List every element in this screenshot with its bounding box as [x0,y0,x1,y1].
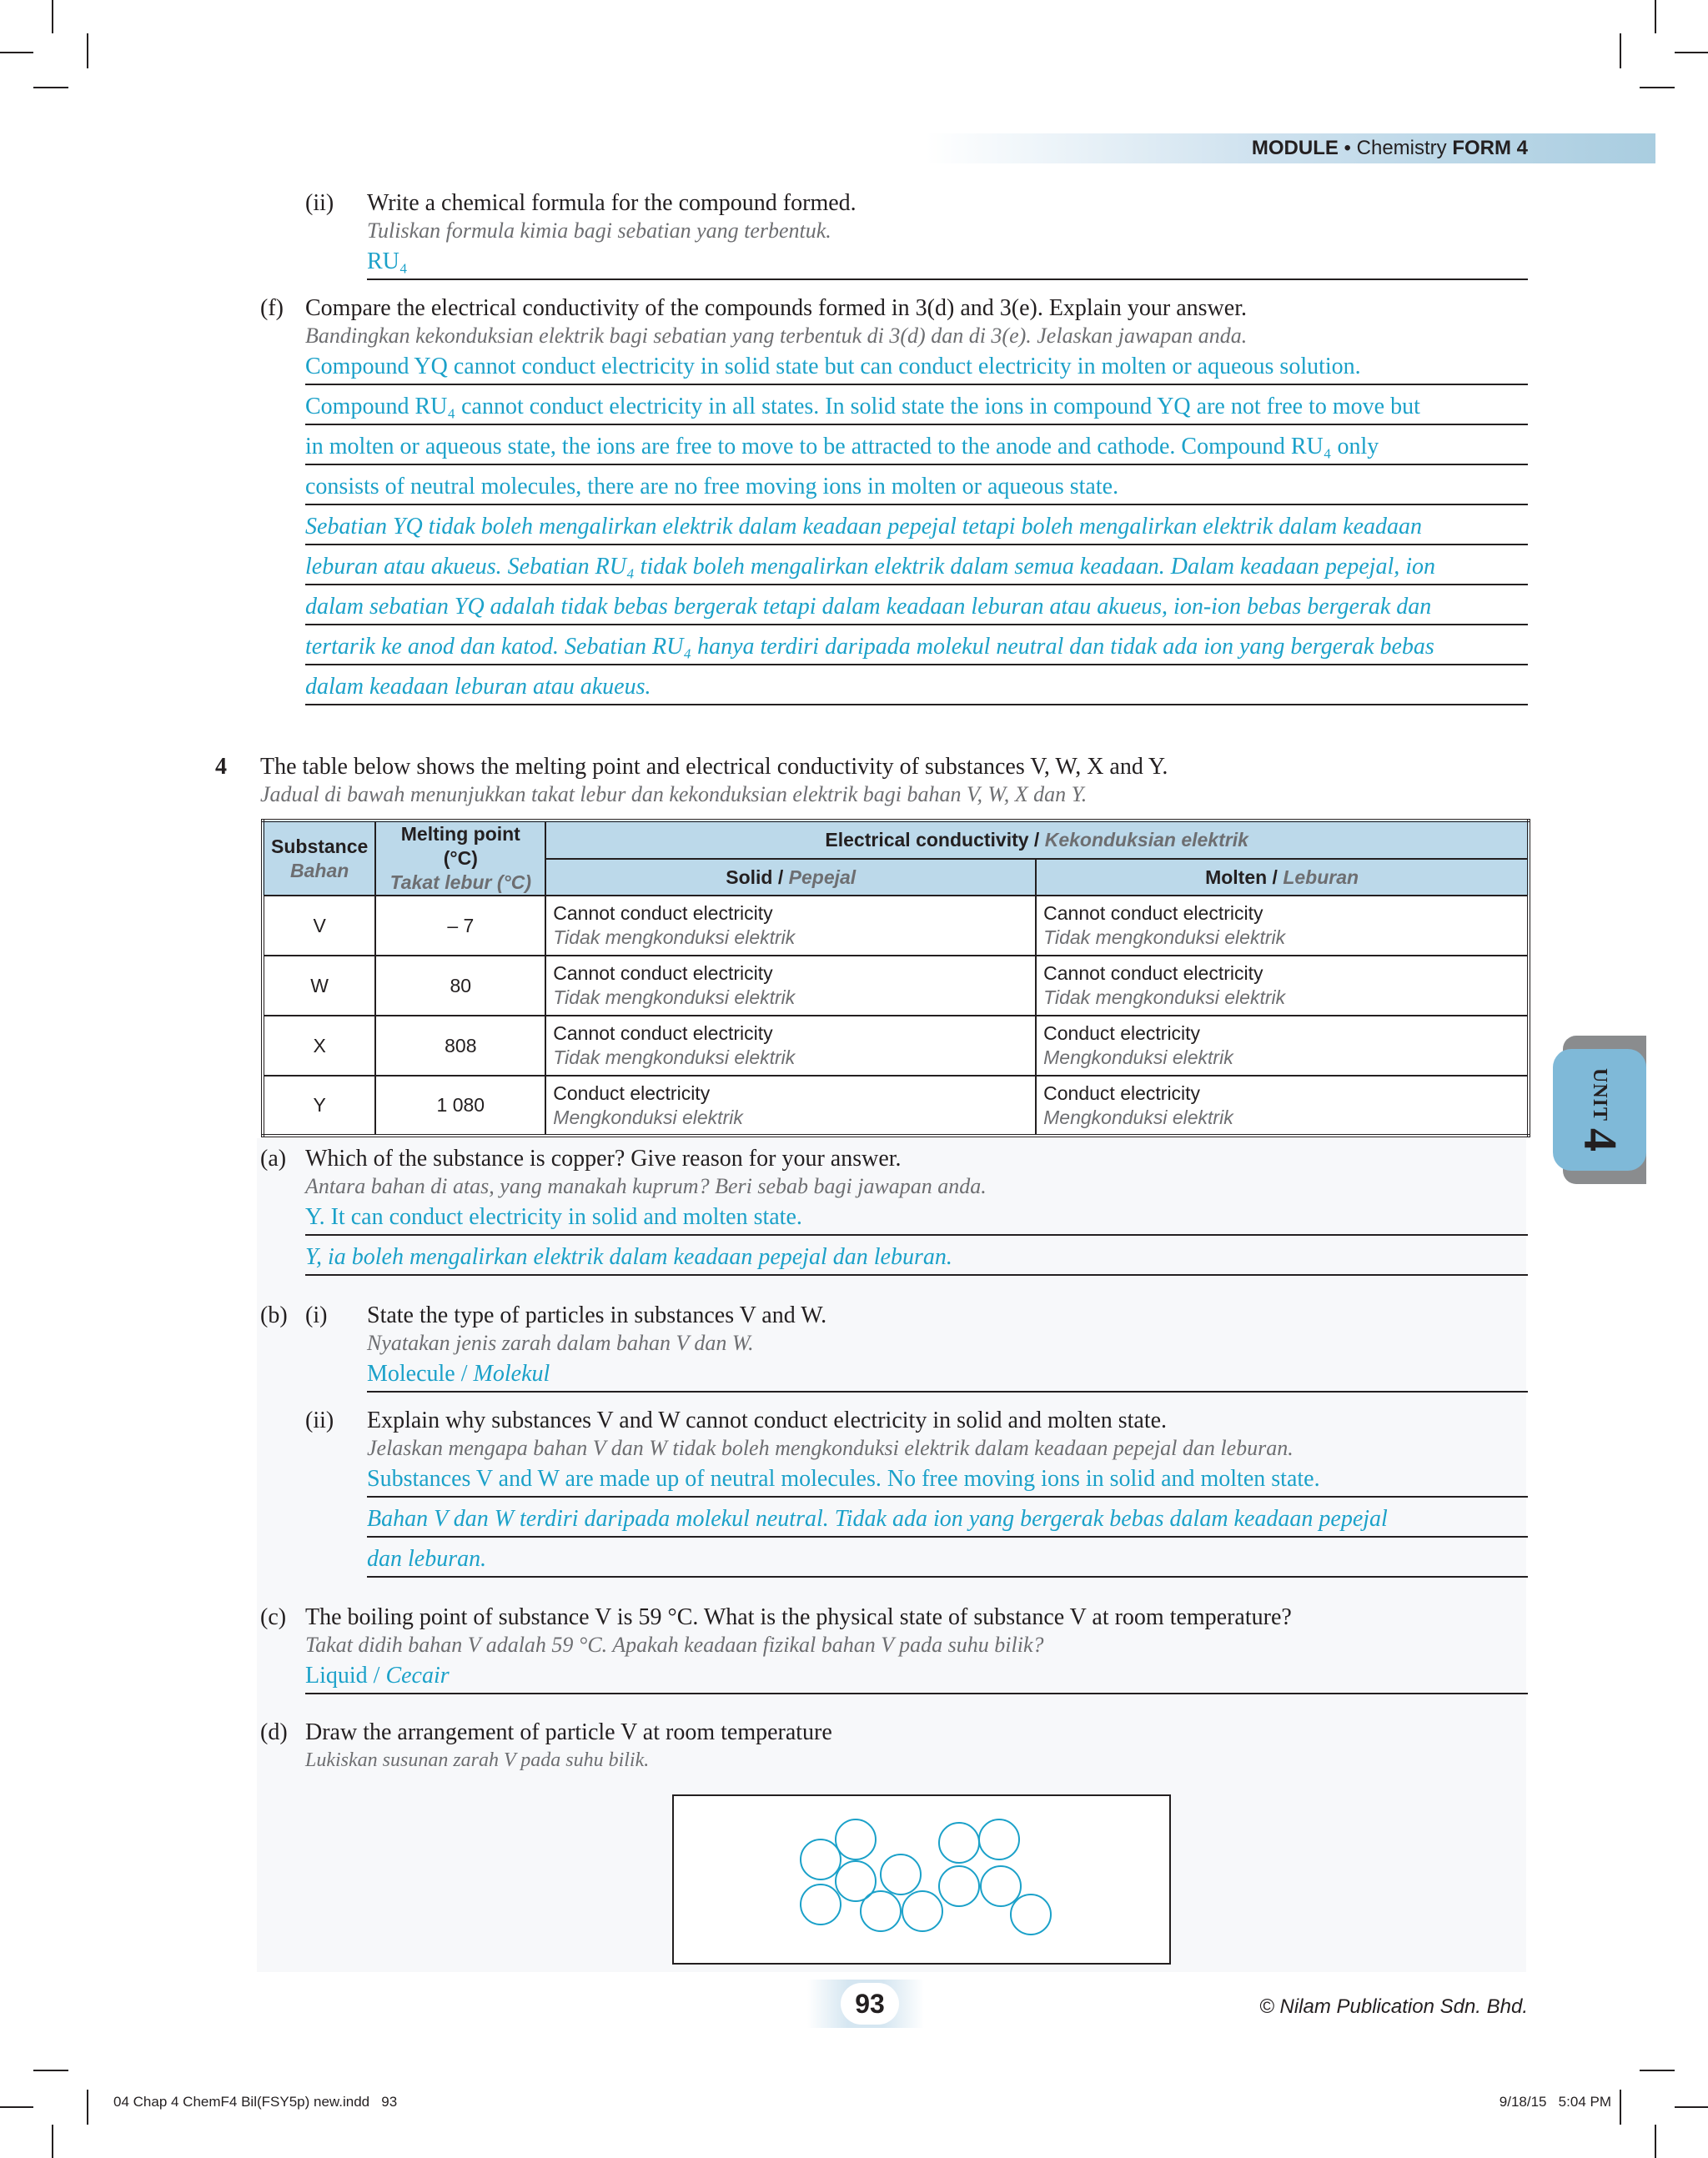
particle [979,1819,1019,1859]
page-number: 93 [841,1983,899,2025]
particle [801,1839,841,1879]
cell-substance: X [263,1016,375,1076]
particle [881,1854,921,1895]
q4a-answer: Y. It can conduct electricity in solid and molten state. [305,1201,1528,1236]
table-row [263,1076,1529,1136]
q3f-question: Compare the electrical conductivity of the compounds formed in 3(d) and 3(e). Explain your answer. [305,295,1247,321]
q3e-ii-question: Write a chemical formula for the compound formed. [367,190,857,216]
q3f-answer-ms-line: dalam sebatian YQ adalah tidak bebas bergerak tetapi dalam keadaan leburan atau akueus, ion-ion bebas bergerak dan [305,590,1528,625]
crop-mark [33,2070,68,2071]
slug-date: 9/18/15 5:04 PM [1499,2094,1611,2110]
q4b-ii-question-ms: Jelaskan mengapa bahan V dan W tidak boleh mengkonduksi elektrik dalam keadaan pepejal dan leburan. [367,1436,1294,1460]
q3e-ii-question-ms: Tuliskan formula kimia bagi sebatian yang terbentuk. [367,218,831,243]
q3f-question-ms: Bandingkan kekonduksian elektrik bagi sebatian yang terbentuk di 3(d) dan di 3(e). Jelaskan jawapan anda. [305,324,1248,348]
crop-mark [1640,2070,1675,2071]
q3f-answer-ms-line: tertarik ke anod dan katod. Sebatian RU₄ hanya terdiri daripada molekul neutral dan tidak ada ion yang bergerak bebas [305,630,1528,665]
cell-substance: W [263,956,375,1016]
q4b-i-question: State the type of particles in substances V and W. [367,1302,827,1328]
crop-mark [33,87,68,88]
particle [836,1819,876,1859]
slug-file: 04 Chap 4 ChemF4 Bil(FSY5p) new.indd 93 [113,2094,398,2110]
q4b-ii-label: (ii) [305,1408,334,1433]
cell-melting-point: 80 [375,956,545,1016]
unit-tab-label: UNIT 4 [1574,1067,1625,1152]
table-row [263,1016,1529,1076]
q4c-question: The boiling point of substance V is 59 °C. What is the physical state of substance V at room temperature? [305,1604,1292,1630]
cell-solid: Cannot conduct electricity Tidak mengkonduksi elektrik [545,956,1036,1016]
cell-molten: Cannot conduct electricity Tidak mengkonduksi elektrik [1036,956,1529,1016]
substance-table [261,819,1530,1137]
header-conductivity: Electrical conductivity / Kekonduksian elektrik [545,821,1529,859]
crop-mark [1620,33,1621,68]
crop-mark [1655,2125,1656,2158]
crop-mark [52,0,53,33]
particle [801,1884,841,1925]
q3f-label: (f) [260,295,284,321]
crop-mark [0,52,33,53]
particle [939,1866,979,1906]
q4b-i-answer: Molecule / Molekul [367,1358,1528,1393]
crop-mark [1640,87,1675,88]
particle [861,1891,901,1931]
q4b-i-label: (i) [305,1302,328,1328]
crop-mark [1675,2106,1708,2108]
cell-molten: Conduct electricity Mengkonduksi elektrik [1036,1076,1529,1136]
crop-mark [1675,52,1708,53]
cell-solid: Conduct electricity Mengkonduksi elektrik [545,1076,1036,1136]
header-form: FORM 4 [1452,137,1528,159]
q4c-label: (c) [260,1604,287,1630]
q4c-question-ms: Takat didih bahan V adalah 59 °C. Apakah keadaan fizikal bahan V pada suhu bilik? [305,1633,1044,1657]
particle [902,1891,942,1931]
particle-drawing-box [672,1794,1171,1965]
q4b-i-question-ms: Nyatakan jenis zarah dalam bahan V dan W. [367,1331,754,1355]
cell-substance: V [263,896,375,956]
q3e-ii-label: (ii) [305,190,334,216]
q3f-answer-line: Compound YQ cannot conduct electricity in solid state but can conduct electricity in molten or aqueous solution. [305,350,1528,385]
liquid-particle-arrangement [674,1796,1169,1963]
crop-mark [87,2090,88,2125]
header-molten: Molten / Leburan [1036,859,1529,896]
q4d-question-ms: Lukiskan susunan zarah V pada suhu bilik. [305,1749,650,1771]
q4-number: 4 [215,754,227,780]
table-row [263,896,1529,956]
particle [939,1823,979,1863]
crop-mark [1655,0,1656,33]
q4a-answer-ms: Y, ia boleh mengalirkan elektrik dalam keadaan pepejal dan leburan. [305,1241,1528,1276]
q4d-question: Draw the arrangement of particle V at room temperature [305,1719,832,1745]
cell-melting-point: – 7 [375,896,545,956]
cell-molten: Conduct electricity Mengkonduksi elektrik [1036,1016,1529,1076]
header-module: MODULE [1251,137,1339,159]
table-row [263,956,1529,1016]
q3f-answer-ms-line: dalam keadaan leburan atau akueus. [305,670,1528,705]
q4-intro-ms: Jadual di bawah menunjukkan takat lebur dan kekonduksian elektrik bagi bahan V, W, X dan Y. [260,782,1088,806]
q3f-answer-ms-line: Sebatian YQ tidak boleh mengalirkan elektrik dalam keadaan pepejal tetapi boleh mengalirkan elektrik dalam keadaan [305,510,1528,545]
q3f-answer-line: in molten or aqueous state, the ions are free to move to be attracted to the anode and cathode. Compound RU₄ only [305,430,1528,465]
crop-mark [1620,2090,1621,2125]
q4a-question-ms: Antara bahan di atas, yang manakah kuprum? Beri sebab bagi jawapan anda. [305,1174,987,1198]
cell-melting-point: 1 080 [375,1076,545,1136]
q4a-label: (a) [260,1146,287,1172]
crop-mark [87,33,88,68]
q4b-ii-answer: Substances V and W are made up of neutral molecules. No free moving ions in solid and molten state. [367,1463,1528,1498]
cell-melting-point: 808 [375,1016,545,1076]
q4b-label: (b) [260,1302,288,1328]
crop-mark [0,2106,33,2108]
q3f-answer-line: Compound RU₄ cannot conduct electricity in all states. In solid state the ions in compound YQ are not free to move but [305,390,1528,425]
q4b-ii-answer-ms-line: Bahan V dan W terdiri daripada molekul neutral. Tidak ada ion yang bergerak bebas dalam keadaan pepejal [367,1503,1528,1538]
q4b-ii-question: Explain why substances V and W cannot conduct electricity in solid and molten state. [367,1408,1168,1433]
q3e-ii-answer: RU₄ [367,245,1528,280]
q4b-ii-answer-ms-line: dan leburan. [367,1543,1528,1578]
copyright: © Nilam Publication Sdn. Bhd. [1259,1995,1528,2018]
crop-mark [52,2125,53,2158]
q3f-answer-line: consists of neutral molecules, there are no free moving ions in molten or aqueous state. [305,470,1528,505]
q4a-question: Which of the substance is copper? Give reason for your answer. [305,1146,902,1172]
cell-solid: Cannot conduct electricity Tidak mengkonduksi elektrik [545,1016,1036,1076]
particle [1011,1895,1051,1935]
q4d-label: (d) [260,1719,288,1745]
header-substance: Substance Bahan [263,821,375,896]
header-melting-point: Melting point (°C) Takat lebur (°C) [375,821,545,896]
cell-substance: Y [263,1076,375,1136]
q4-intro: The table below shows the melting point and electrical conductivity of substances V, W, X and Y. [260,754,1168,780]
running-header: MODULE • Chemistry FORM 4 [1251,137,1528,159]
header-subject: Chemistry [1356,137,1447,159]
particle [981,1866,1021,1906]
cell-molten: Cannot conduct electricity Tidak mengkonduksi elektrik [1036,896,1529,956]
q4c-answer: Liquid / Cecair [305,1659,1528,1694]
cell-solid: Cannot conduct electricity Tidak mengkonduksi elektrik [545,896,1036,956]
header-solid: Solid / Pepejal [545,859,1036,896]
q3f-answer-ms-line: leburan atau akueus. Sebatian RU₄ tidak boleh mengalirkan elektrik dalam semua keadaan. Dalam keadaan pepejal, ion [305,550,1528,585]
